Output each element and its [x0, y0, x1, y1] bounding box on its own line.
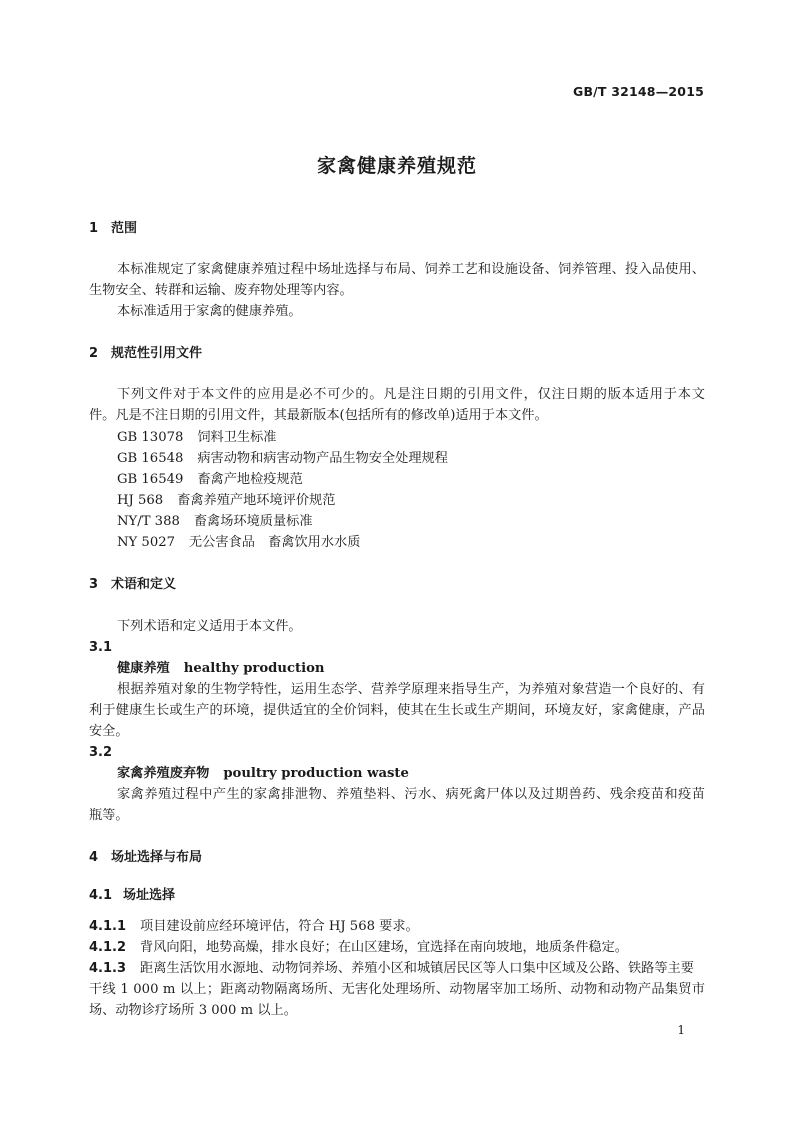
- paragraph-line: 家禽养殖过程中产生的家禽排泄物、养殖垫料、污水、病死禽尸体以及过期兽药、残余疫苗和疫苗: [117, 787, 705, 802]
- paragraph-line: 件。凡是不注日期的引用文件，其最新版本(包括所有的修改单)适用于本文件。: [89, 408, 548, 423]
- section-number: 4: [89, 850, 99, 865]
- reference-code: NY/T 388: [117, 514, 180, 529]
- reference-name: 病害动物和病害动物产品生物安全处理规程: [197, 451, 448, 466]
- clause-4-1-2: [89, 937, 705, 958]
- clause-text: 距离生活饮用水源地、动物饲养场、养殖小区和城镇居民区等人口集中区域及公路、铁路等主要: [140, 961, 694, 976]
- page-number: 1: [677, 1023, 685, 1037]
- paragraph-line: 下列文件对于本文件的应用是必不可少的。凡是注日期的引用文件，仅注日期的版本适用于本文: [117, 387, 705, 402]
- paragraph-line: 本标准适用于家禽的健康养殖。: [117, 304, 302, 319]
- subsection-title: 场址选择: [123, 888, 176, 903]
- reference-code: GB 16549: [117, 472, 184, 487]
- clause-4-1-1: [89, 916, 705, 937]
- clause-number: 4.1.1: [89, 919, 127, 934]
- subsection-4-1-heading: [89, 885, 705, 906]
- term-number: 3.1: [89, 640, 113, 655]
- section-3-heading: [89, 574, 705, 595]
- reference-item: [117, 469, 705, 490]
- section-title: 术语和定义: [111, 577, 177, 592]
- section-number: 1: [89, 221, 99, 236]
- paragraph-line: 生物安全、转群和运输、废弃物处理等内容。: [89, 283, 353, 298]
- paragraph-line: 安全。: [89, 724, 129, 739]
- paragraph-line: 瓶等。: [89, 808, 129, 823]
- term-chinese: 家禽养殖废弃物: [117, 766, 210, 781]
- section-4-heading: [89, 847, 705, 868]
- reference-item: [117, 427, 705, 448]
- section-2-heading: [89, 343, 705, 364]
- paragraph-line: 场、动物诊疗场所 3 000 m 以上。: [89, 1003, 297, 1018]
- section-title: 范围: [111, 221, 138, 236]
- clause-4-1-3: [89, 958, 705, 979]
- paragraph-line: 本标准规定了家禽健康养殖过程中场址选择与布局、饲养工艺和设施设备、饲养管理、投入品使用、: [117, 262, 705, 277]
- reference-item: [117, 448, 705, 469]
- clause-number: 4.1.3: [89, 961, 127, 976]
- term-entry: [117, 658, 705, 679]
- paragraph-line: 干线 1 000 m 以上；距离动物隔离场所、无害化处理场所、动物屠宰加工场所、动物和动物产品集贸市: [89, 982, 705, 997]
- section-number: 3: [89, 577, 99, 592]
- clause-text: 项目建设前应经环境评估，符合 HJ 568 要求。: [140, 919, 419, 934]
- clause-text: 背风向阳，地势高燥，排水良好；在山区建场，宜选择在南向坡地，地质条件稳定。: [140, 940, 628, 955]
- reference-code: HJ 568: [117, 493, 164, 508]
- paragraph-line: 下列术语和定义适用于本文件。: [117, 619, 302, 634]
- document-title: 家禽健康养殖规范: [316, 155, 477, 177]
- reference-name: 畜禽场环境质量标准: [193, 514, 313, 529]
- reference-name: 无公害食品 畜禽饮用水水质: [189, 535, 361, 550]
- paragraph-line: 利于健康生长或生产的环境，提供适宜的全价饲料，使其在生长或生产期间，环境友好，家禽健康，产品: [89, 703, 705, 718]
- section-number: 2: [89, 346, 99, 361]
- section-1-heading: [89, 218, 705, 239]
- reference-code: NY 5027: [117, 535, 175, 550]
- section-title: 场址选择与布局: [111, 850, 203, 865]
- reference-code: GB 13078: [117, 430, 184, 445]
- reference-name: 饲料卫生标准: [197, 430, 277, 445]
- reference-code: GB 16548: [117, 451, 184, 466]
- term-english: healthy production: [183, 661, 325, 676]
- term-english: poultry production waste: [223, 766, 409, 781]
- term-entry: [117, 763, 705, 784]
- section-title: 规范性引用文件: [111, 346, 203, 361]
- term-chinese: 健康养殖: [117, 661, 170, 676]
- standard-code: GB/T 32148—2015: [572, 84, 704, 99]
- reference-item: [117, 490, 705, 511]
- reference-name: 畜禽产地检疫规范: [197, 472, 303, 487]
- reference-name: 畜禽养殖产地环境评价规范: [177, 493, 336, 508]
- reference-item: [117, 532, 705, 553]
- paragraph-line: 根据养殖对象的生物学特性，运用生态学、营养学原理来指导生产，为养殖对象营造一个良好的、有: [117, 682, 705, 697]
- reference-item: [117, 511, 705, 532]
- clause-number: 4.1.2: [89, 940, 127, 955]
- subsection-number: 4.1: [89, 888, 113, 903]
- term-number: 3.2: [89, 745, 113, 760]
